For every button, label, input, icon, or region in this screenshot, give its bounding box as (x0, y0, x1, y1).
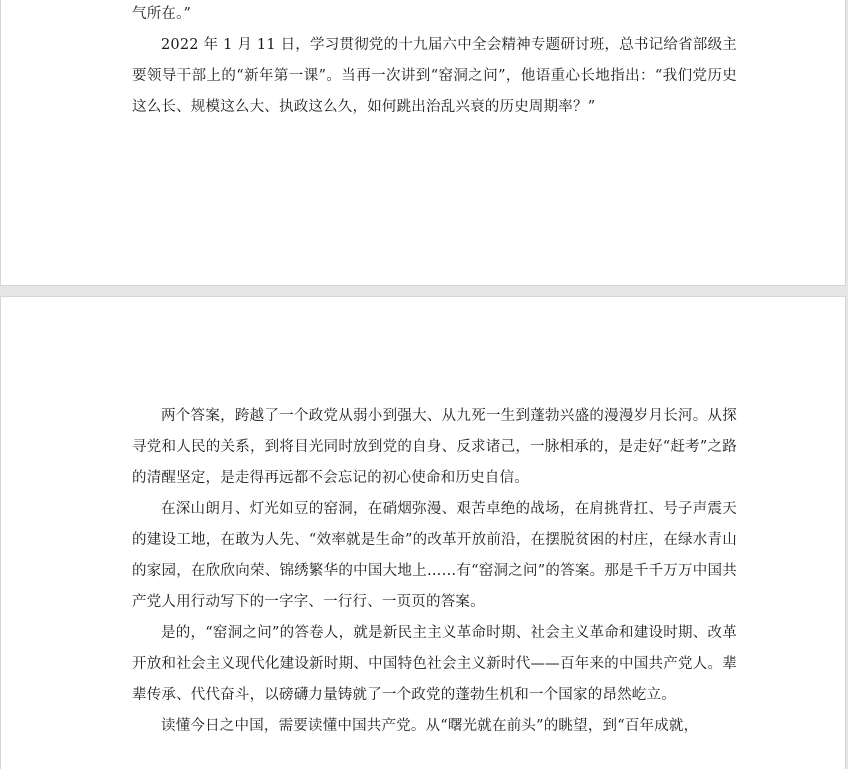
paragraph: 读懂今日之中国，需要读懂中国共产党。从“曙光就在前头”的眺望，到“百年成就， (161, 718, 699, 734)
document-page-1 (0, 0, 846, 286)
paragraph: 两个答案，跨越了一个政党从弱小到强大、从九死一生到蓬勃兴盛的漫漫岁月长河。从探寻党和人民的关系，到将目光同时放到党的自身、反求诸己，一脉相承的，是走好“赶考”之路的清醒坚定，是走得再远都不会忘记的初心使命和历史自信。 (132, 408, 737, 486)
paragraph: 气所在。” (132, 6, 192, 22)
page-1-text (132, 0, 737, 123)
paragraph: 在深山朗月、灯光如豆的窑洞，在硝烟弥漫、艰苦卓绝的战场，在肩挑背扛、号子声震天的建设工地，在敢为人先、“效率就是生命”的改革开放前沿，在摆脱贫困的村庄，在绿水青山的家园，在欣欣向荣、锦绣繁华的中国大地上……有“窑洞之问”的答案。那是千千万万中国共产党人用行动写下的一字字、一行行、一页页的答案。 (132, 501, 737, 610)
page-2-text (132, 401, 737, 742)
document-page-2 (0, 296, 846, 769)
paragraph: 2022 年 1 月 11 日，学习贯彻党的十九届六中全会精神专题研讨班，总书记给省部级主要领导干部上的“新年第一课”。当再一次讲到“窑洞之问”，他语重心长地指出：“我们党历史这么长、规模这么大、执政这么久，如何跳出治乱兴衰的历史周期率？” (132, 37, 737, 115)
paragraph: 是的，“窑洞之问”的答卷人，就是新民主主义革命时期、社会主义革命和建设时期、改革开放和社会主义现代化建设新时期、中国特色社会主义新时代——百年来的中国共产党人。辈辈传承、代代奋斗，以磅礴力量铸就了一个政党的蓬勃生机和一个国家的昂然屹立。 (132, 625, 737, 703)
